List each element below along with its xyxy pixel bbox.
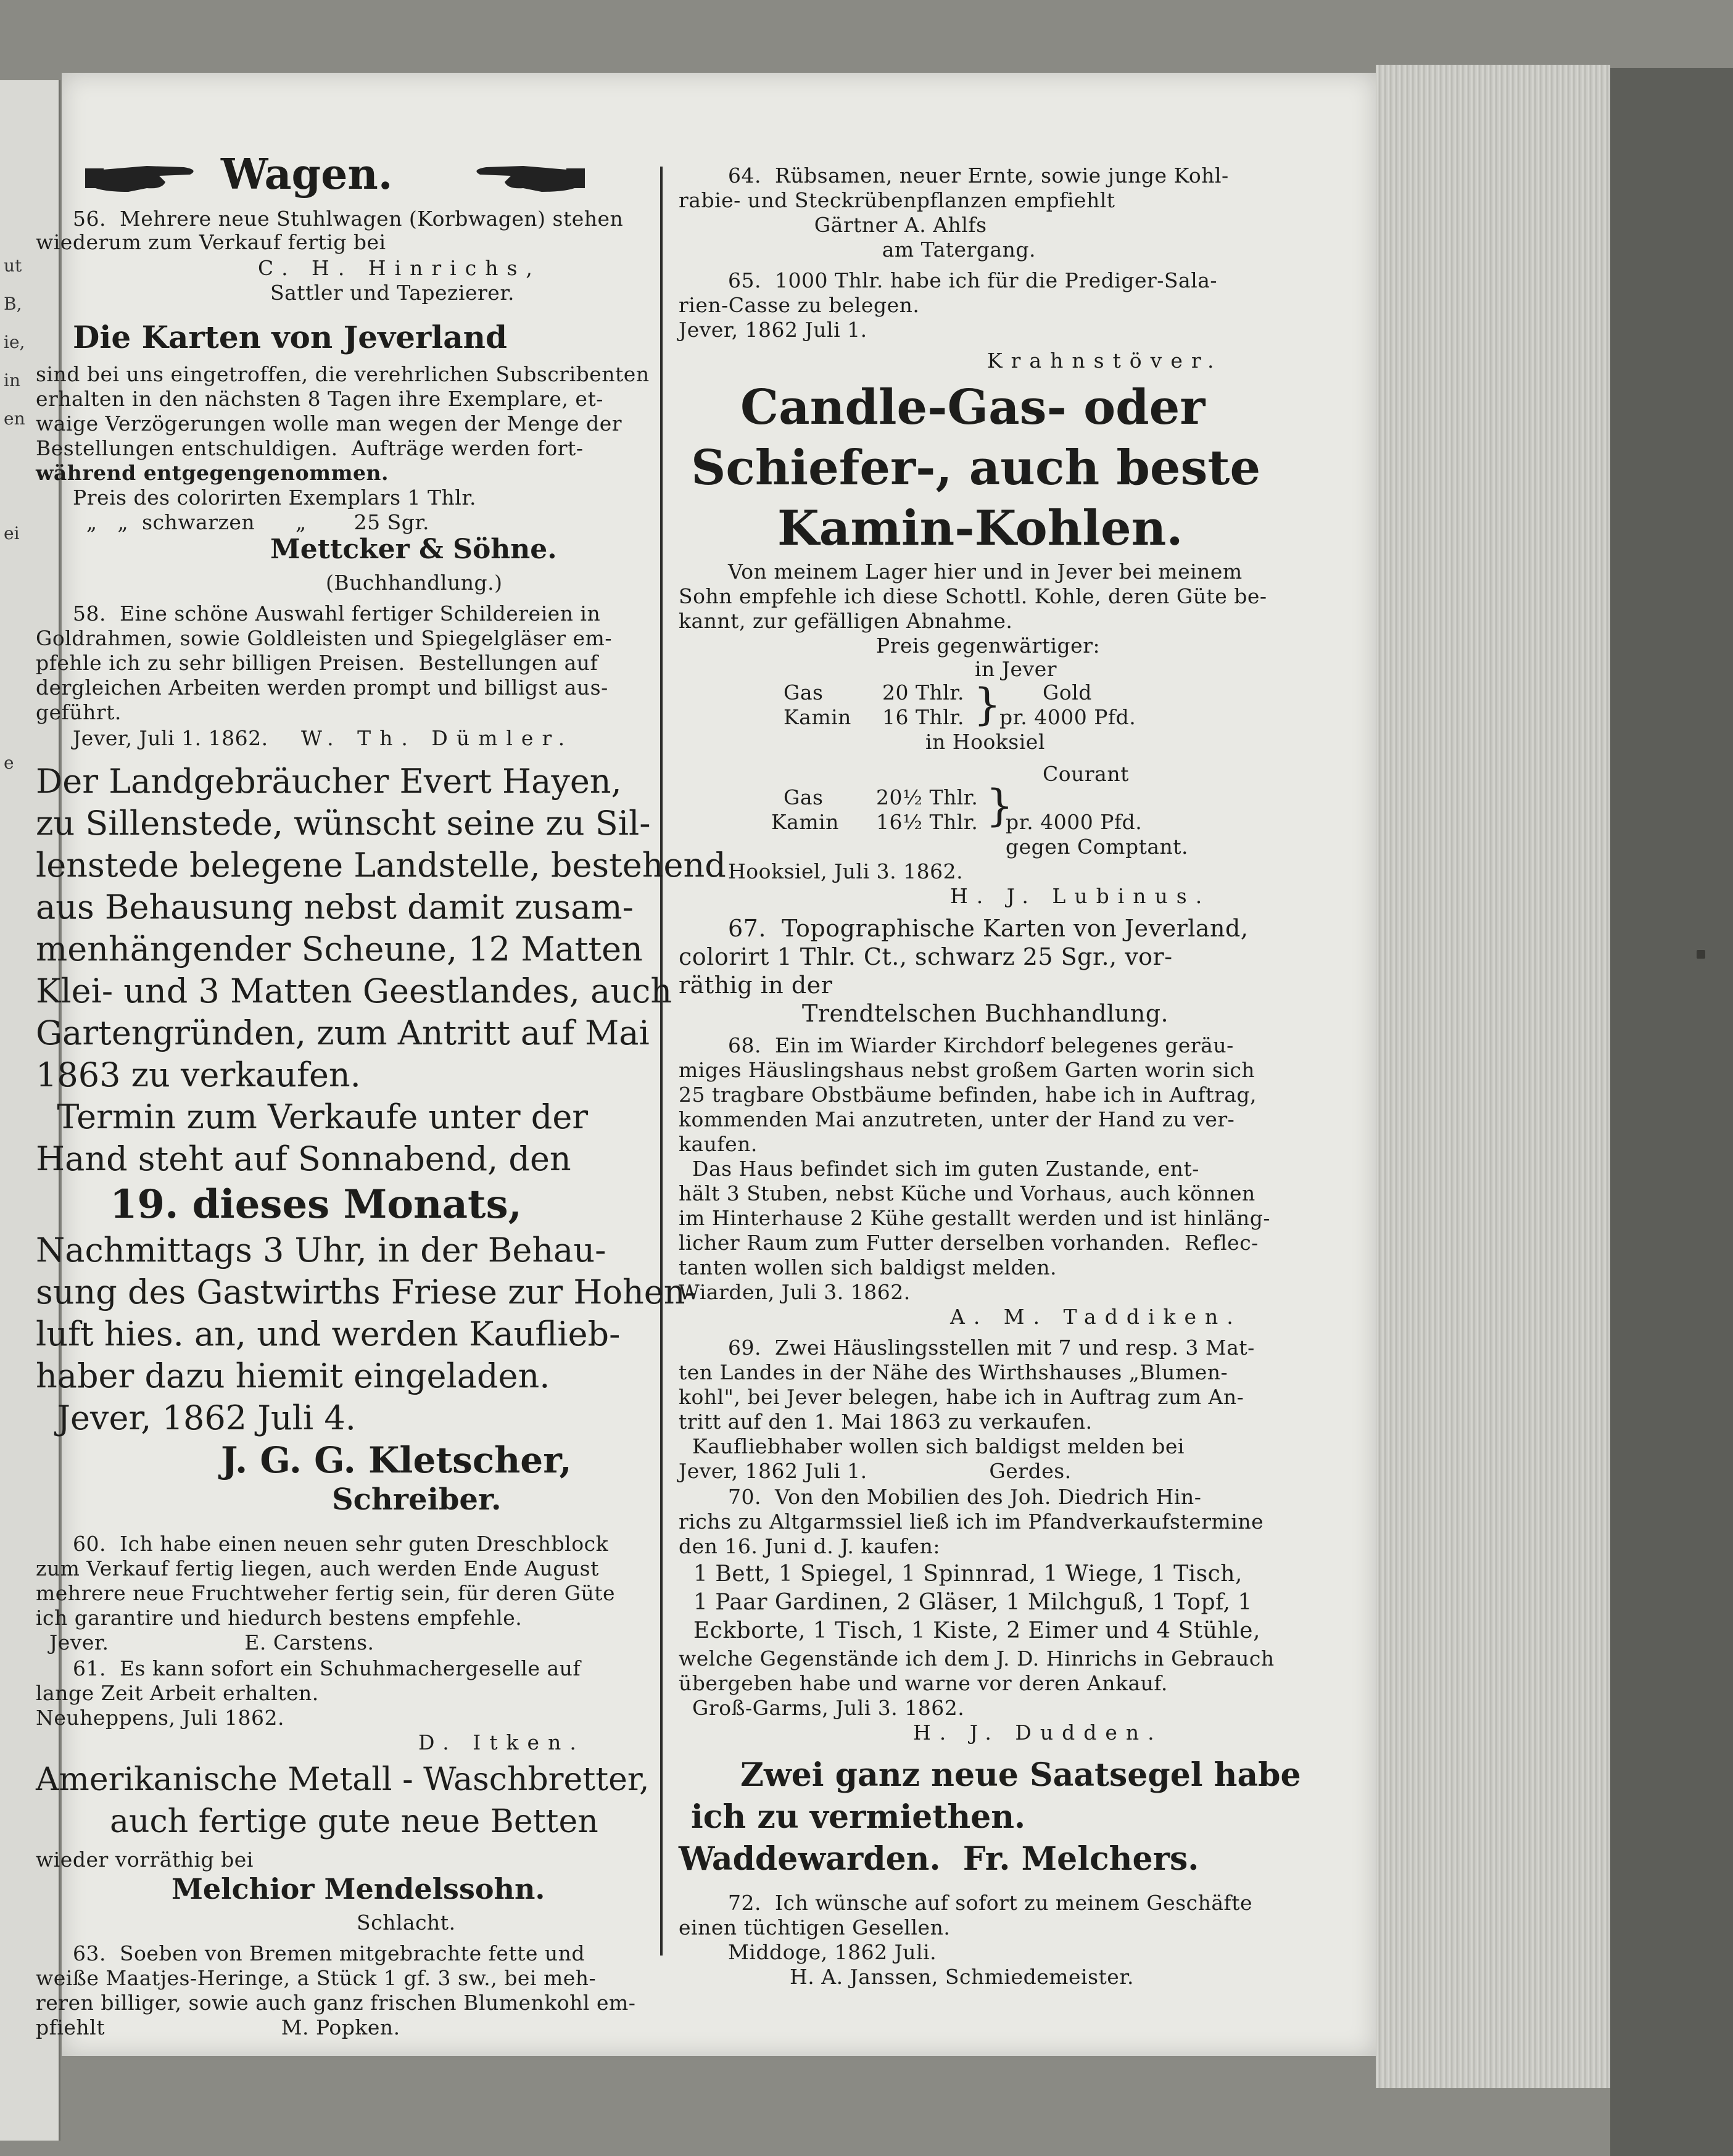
ad-68-line: im Hinterhause 2 Kühe gestallt werden und ist hinläng-: [679, 1206, 1271, 1230]
ad-67-line: 67. Topographische Karten von Jeverland,: [728, 915, 1249, 942]
hayen-line: sung des Gastwirths Friese zur Hohen-: [36, 1273, 697, 1311]
candle-per: pr. 4000 Pfd.: [1006, 810, 1143, 834]
saatsegel-line: Waddewarden. Fr. Melchers.: [679, 1840, 1199, 1878]
hayen-line: luft hies. an, und werden Kauflieb-: [36, 1315, 621, 1353]
ad-65-signature: Krahnstöver.: [987, 349, 1223, 373]
pointing-hand-left-icon: [468, 157, 585, 197]
hayen-line: Klei- und 3 Matten Geestlandes, auch: [36, 972, 672, 1010]
ad-68-signature: A. M. Taddiken.: [950, 1305, 1242, 1329]
candle-in-hooksiel: in Hooksiel: [925, 730, 1045, 754]
ad-58-line: Goldrahmen, sowie Goldleisten und Spiegelgläser em-: [36, 626, 612, 650]
karten-line: erhalten in den nächsten 8 Tagen ihre Exemplare, et-: [36, 387, 603, 411]
ad-69-line: tritt auf den 1. Mai 1863 zu verkaufen.: [679, 1410, 1093, 1434]
ad-72-line: 72. Ich wünsche auf sofort zu meinem Geschäfte: [728, 1891, 1253, 1915]
brace-icon: }: [986, 780, 1014, 831]
ad-69-line: 69. Zwei Häuslingsstellen mit 7 und resp. 3 Mat-: [728, 1336, 1255, 1360]
hayen-signature-title: Schreiber.: [332, 1482, 502, 1517]
candle-body: Sohn empfehle ich diese Schottl. Kohle, deren Güte be-: [679, 584, 1267, 608]
candle-terms: gegen Comptant.: [1006, 835, 1189, 859]
ad-60-line: Jever. E. Carstens.: [36, 1630, 374, 1654]
hayen-line: haber dazu hiemit eingeladen.: [36, 1357, 550, 1395]
ad-72-date: Middoge, 1862 Juli.: [728, 1940, 937, 1964]
karten-headline: Die Karten von Jeverland: [73, 319, 507, 355]
ad-58-signature: W. Th. Dümler.: [301, 726, 574, 750]
ad-67-signature: Trendtelschen Buchhandlung.: [802, 1000, 1169, 1027]
waschbretter-small: wieder vorräthig bei: [36, 1848, 254, 1872]
ad-65-date: Jever, 1862 Juli 1.: [679, 318, 867, 342]
candle-price-heading: Preis gegenwärtiger:: [876, 634, 1101, 658]
waschbretter-line: auch fertige gute neue Betten: [110, 1803, 598, 1840]
waschbretter-signature: Melchior Mendelssohn.: [172, 1872, 545, 1906]
candle-currency: Gold: [1043, 680, 1092, 704]
hayen-line: Jever, 1862 Juli 4.: [36, 1398, 356, 1437]
wagen-headline: Wagen.: [221, 150, 393, 199]
hayen-line: Termin zum Verkaufe unter der: [36, 1097, 589, 1136]
karten-line: sind bei uns eingetroffen, die verehrlichen Subscribenten: [36, 362, 650, 386]
ad-68-line: hält 3 Stuben, nebst Küche und Vorhaus, auch können: [679, 1181, 1255, 1205]
ad-72-signature: H. A. Janssen, Schmiedemeister.: [790, 1965, 1134, 1989]
ad-58-line: 58. Eine schöne Auswahl fertiger Schildereien in: [73, 601, 601, 626]
hayen-line: 1863 zu verkaufen.: [36, 1055, 361, 1094]
ad-61-signature: D. Itken.: [418, 1730, 585, 1754]
ad-64-line: 64. Rübsamen, neuer Ernte, sowie junge Kohl-: [728, 163, 1229, 188]
candle-price: 20½ Thlr.: [876, 785, 978, 809]
brace-icon: }: [974, 679, 1001, 730]
candle-gas-label: Gas: [784, 680, 824, 704]
waschbretter-line: Amerikanische Metall - Waschbretter,: [36, 1761, 650, 1798]
ad-68-line: 25 tragbare Obstbäume befinden, habe ich in Auftrag,: [679, 1083, 1257, 1107]
ad-69-line: Kaufliebhaber wollen sich baldigst melden bei: [679, 1434, 1185, 1458]
ad-69-line: ten Landes in der Nähe des Wirthshauses „Blumen-: [679, 1360, 1228, 1384]
karten-price-line: Preis des colorirten Exemplars 1 Thlr.: [73, 485, 476, 510]
ad-58-line: geführt.: [36, 700, 122, 724]
spine-mark: [1697, 950, 1705, 959]
ad-70-line: Eckborte, 1 Tisch, 1 Kiste, 2 Eimer und 4 Stühle,: [679, 1618, 1260, 1643]
ad-70-line: richs zu Altgarmssiel ließ ich im Pfandverkaufstermine: [679, 1510, 1264, 1534]
previous-page-text-fragment: ut B, ie, in en ei e: [4, 255, 25, 773]
candle-headline: Kamin-Kohlen.: [777, 500, 1183, 556]
candle-price: 16½ Thlr.: [876, 810, 978, 834]
ad-56-line: 56. Mehrere neue Stuhlwagen (Korbwagen) stehen: [73, 207, 624, 231]
saatsegel-line: ich zu vermiethen.: [691, 1798, 1026, 1836]
candle-currency: Courant: [1043, 762, 1129, 786]
karten-firm-sub: (Buchhandlung.): [326, 571, 503, 595]
book-page-stack: [1376, 65, 1610, 2088]
ad-68-line: tanten wollen sich baldigst melden.: [679, 1255, 1057, 1279]
hayen-line: zu Sillenstede, wünscht seine zu Sil-: [36, 804, 651, 843]
ad-61-line: Neuheppens, Juli 1862.: [36, 1706, 284, 1730]
ad-70-line: den 16. Juni d. J. kaufen:: [679, 1534, 940, 1558]
karten-line: waige Verzögerungen wolle man wegen der Menge der: [36, 411, 622, 436]
candle-body: Von meinem Lager hier und in Jever bei meinem: [728, 560, 1243, 584]
hayen-line: lenstede belegene Landstelle, bestehend: [36, 846, 726, 885]
ad-63-line: weiße Maatjes-Heringe, a Stück 1 gf. 3 sw., bei meh-: [36, 1966, 597, 1990]
ad-70-date: Groß-Garms, Juli 3. 1862.: [679, 1696, 965, 1720]
ad-64-line: am Tatergang.: [679, 237, 1036, 262]
ad-69-line: Jever, 1862 Juli 1. Gerdes.: [679, 1459, 1072, 1483]
hayen-line: Hand steht auf Sonnabend, den: [36, 1139, 571, 1178]
ad-70-line: 1 Bett, 1 Spiegel, 1 Spinnrad, 1 Wiege, 1 Tisch,: [679, 1561, 1243, 1587]
ad-61-line: lange Zeit Arbeit erhalten.: [36, 1681, 319, 1705]
karten-line: Bestellungen entschuldigen. Aufträge werden fort-: [36, 436, 584, 460]
ad-68-line: licher Raum zum Futter derselben vorhanden. Reflec-: [679, 1231, 1259, 1255]
pointing-hand-right-icon: [85, 157, 202, 197]
ad-63-line: 63. Soeben von Bremen mitgebrachte fette und: [73, 1941, 585, 1965]
candle-price: 16 Thlr.: [882, 705, 964, 729]
candle-kamin-label: Kamin: [771, 810, 839, 834]
ad-64-line: Gärtner A. Ahlfs: [679, 213, 987, 237]
ad-58-line: dergleichen Arbeiten werden prompt und billigst aus-: [36, 675, 608, 700]
candle-kamin-label: Kamin: [784, 705, 851, 729]
ad-56-signature: C. H. Hinrichs,: [258, 256, 541, 280]
karten-firm: Mettcker & Söhne.: [270, 534, 557, 565]
ad-58-date: Jever, Juli 1. 1862.: [73, 726, 268, 750]
waschbretter-location: Schlacht.: [357, 1910, 456, 1935]
ad-70-line: 70. Von den Mobilien des Joh. Diedrich Hin-: [728, 1485, 1202, 1509]
ad-67-line: räthig in der: [679, 972, 833, 999]
ad-63-line: pfiehlt M. Popken.: [36, 2015, 400, 2039]
candle-headline: Candle-Gas- oder: [740, 379, 1206, 436]
ad-60-line: mehrere neue Fruchtweher fertig sein, für deren Güte: [36, 1581, 616, 1605]
ad-68-line: kaufen.: [679, 1132, 758, 1156]
ad-65-line: 65. 1000 Thlr. habe ich für die Prediger-Sala-: [728, 268, 1218, 292]
ad-70-line: 1 Paar Gardinen, 2 Gläser, 1 Milchguß, 1 Topf, 1: [679, 1590, 1252, 1615]
candle-signature: H. J. Lubinus.: [950, 884, 1211, 908]
ad-58-line: pfehle ich zu sehr billigen Preisen. Bestellungen auf: [36, 651, 598, 675]
candle-date: Hooksiel, Juli 3. 1862.: [728, 859, 964, 883]
hayen-line: menhängender Scheune, 12 Matten: [36, 930, 643, 969]
ad-68-line: 68. Ein im Wiarder Kirchdorf belegenes geräu-: [728, 1033, 1234, 1057]
saatsegel-line: Zwei ganz neue Saatsegel habe: [740, 1756, 1301, 1794]
ad-61-line: 61. Es kann sofort ein Schuhmachergeselle auf: [73, 1656, 581, 1680]
ad-65-line: rien-Casse zu belegen.: [679, 293, 920, 317]
ad-68-line: miges Häuslingshaus nebst großem Garten worin sich: [679, 1058, 1255, 1082]
ad-56-signature-title: Sattler und Tapezierer.: [270, 281, 515, 305]
ad-70-line: übergeben habe und warne vor deren Ankauf.: [679, 1671, 1168, 1695]
ad-67-line: colorirt 1 Thlr. Ct., schwarz 25 Sgr., vor-: [679, 943, 1173, 970]
hayen-line: Der Landgebräucher Evert Hayen,: [36, 762, 622, 801]
ad-60-line: zum Verkauf fertig liegen, auch werden Ende August: [36, 1556, 599, 1580]
candle-price: 20 Thlr.: [882, 680, 964, 704]
hayen-line: aus Behausung nebst damit zusam-: [36, 888, 634, 927]
ad-64-line: rabie- und Steckrübenpflanzen empfiehlt: [679, 188, 1115, 212]
ad-56-line: wiederum zum Verkauf fertig bei: [36, 230, 386, 254]
ad-70-signature: H. J. Dudden.: [913, 1720, 1163, 1745]
candle-body: kannt, zur gefälligen Abnahme.: [679, 609, 1013, 633]
ad-60-line: ich garantire und hiedurch bestens empfehle.: [36, 1606, 523, 1630]
hayen-signature: J. G. G. Kletscher,: [221, 1439, 572, 1481]
ad-70-line: welche Gegenstände ich dem J. D. Hinrichs in Gebrauch: [679, 1646, 1275, 1671]
ad-60-line: 60. Ich habe einen neuen sehr guten Dreschblock: [73, 1532, 609, 1556]
ad-68-date: Wiarden, Juli 3. 1862.: [679, 1280, 911, 1304]
ad-72-line: einen tüchtigen Gesellen.: [679, 1915, 951, 1939]
ad-68-line: kommenden Mai anzutreten, unter der Hand zu ver-: [679, 1107, 1235, 1131]
candle-per: pr. 4000 Pfd.: [999, 705, 1136, 729]
candle-in-jever: in Jever: [975, 657, 1057, 681]
karten-line: während entgegengenommen.: [36, 461, 389, 485]
ad-69-line: kohl", bei Jever belegen, habe ich in Auftrag zum An-: [679, 1385, 1244, 1409]
column-divider: [660, 167, 663, 1956]
ad-68-line: Das Haus befindet sich im guten Zustande, ent-: [679, 1157, 1199, 1181]
hayen-line: Gartengründen, zum Antritt auf Mai: [36, 1014, 650, 1052]
ad-63-line: reren billiger, sowie auch ganz frischen Blumenkohl em-: [36, 1991, 636, 2015]
hayen-line: Nachmittags 3 Uhr, in der Behau-: [36, 1231, 606, 1270]
candle-headline: Schiefer-, auch beste: [691, 440, 1261, 496]
candle-gas-label: Gas: [784, 785, 824, 809]
hayen-date: 19. dieses Monats,: [110, 1181, 522, 1228]
book-cover: [1610, 68, 1733, 2156]
karten-price-line: „ „ schwarzen „ 25 Sgr.: [73, 510, 429, 534]
